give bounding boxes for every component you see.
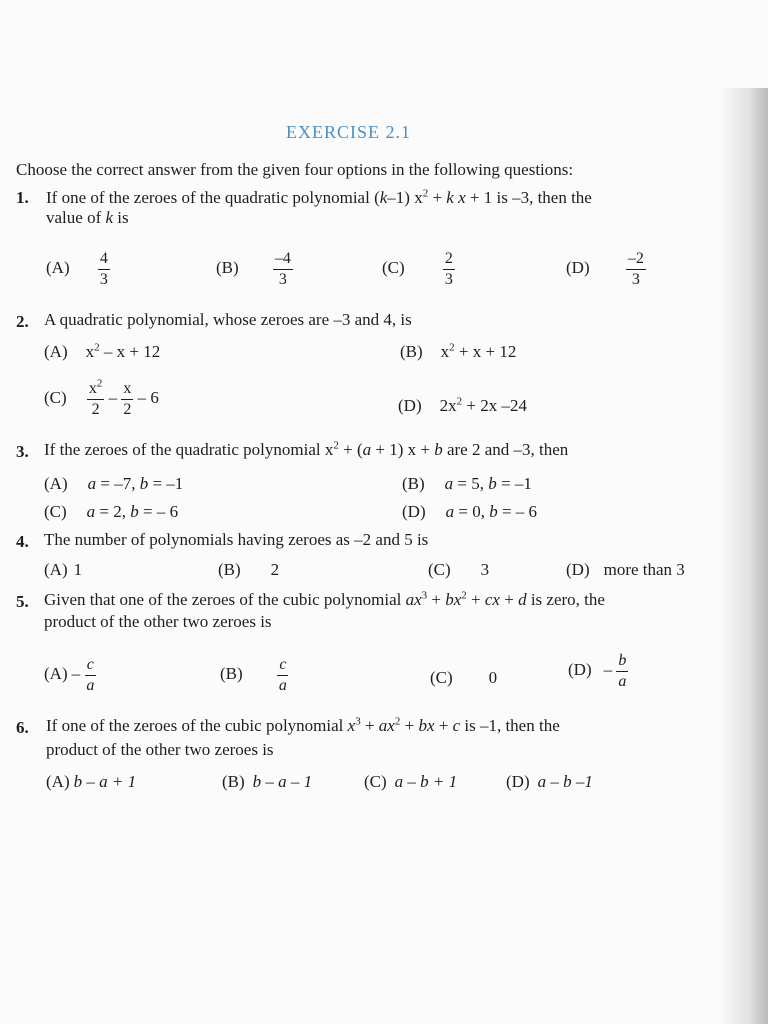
option-label: (D) [566,560,590,579]
question-6-line-2: product of the other two zeroes is [46,740,274,759]
q1-text: value of [46,208,106,227]
var-b: b [489,502,498,521]
q1-text: is [113,208,129,227]
q1-option-b [216,250,293,288]
question-2-text: A quadratic polynomial, whose zeroes are –3 and 4, is [44,310,412,329]
q2-option-a [44,342,160,362]
exponent: 3 [355,715,361,728]
value: = – 6 [497,502,538,521]
var-b: b [130,502,139,521]
exponent: 2 [461,589,467,602]
option-label: (B) [220,664,243,683]
q4-option-a [44,560,82,580]
option-label: (C) [44,502,67,521]
q1-text: + [428,188,447,207]
option-label: (D) [398,396,422,415]
value: = –1 [148,474,184,493]
numerator: c [277,656,288,676]
question-number: 3. [16,442,29,461]
exponent: 2 [94,341,100,354]
value: = –1 [496,474,532,493]
var-a: a [445,502,455,521]
var-b: b [139,474,149,493]
expression: a – b + 1 [394,772,458,791]
exercise-title: EXERCISE 2.1 [286,122,412,142]
option-label: (B) [222,772,245,791]
value: = 5, [453,474,489,493]
expr: – 6 [133,388,159,407]
option-label: (B) [216,258,239,277]
q3-text: are 2 and –3, then [442,440,569,459]
numerator: 4 [98,250,110,270]
question-4-text: The number of polynomials having zeroes as –2 and 5 is [44,530,429,549]
var-bx: bx [418,716,435,735]
q6-text: + [360,716,379,735]
question-number: 4. [16,532,29,551]
var-cx: cx [484,590,500,609]
option-label: (C) [44,388,67,407]
q5-option-c [430,668,497,688]
option-label: (D) [566,258,590,277]
question-1-line-2 [46,208,129,228]
exponent: 2 [449,341,455,354]
value: = 2, [95,502,131,521]
option-label: (C) [430,668,453,687]
q6-option-a [46,772,136,792]
numerator: –4 [273,250,293,270]
q1-exponent: 2 [422,187,429,200]
expression: b – a + 1 [73,772,137,791]
expression: b – a – 1 [252,772,313,791]
q5-text: + [499,590,519,609]
denominator: 3 [99,270,108,288]
option-label: (A) [44,342,68,361]
numerator: x [88,380,97,397]
expr: – [104,388,122,407]
fraction [84,656,96,694]
sign: – [603,660,613,679]
expr: – x + 12 [99,342,161,361]
instructions: Choose the correct answer from the given four options in the following questions: [16,160,574,179]
denominator: 3 [278,270,287,288]
q1-text: + 1 is –3, then the [465,188,592,207]
q5-option-d [568,652,628,690]
exponent: 2 [96,377,103,390]
var-a: a [87,474,97,493]
denominator: 3 [444,270,453,288]
exponent: 2 [333,439,339,452]
q1-var-k: k [379,188,388,207]
fraction [443,250,455,288]
option-label: (C) [382,258,405,277]
q5-text: Given that one of the zeroes of the cubic polynomial [44,590,406,609]
q1-var-k: k [105,208,114,227]
q4-option-b [218,560,279,580]
option-label: (B) [402,474,425,493]
q1-text: If one of the zeroes of the quadratic polynomial ( [46,188,380,207]
q3-text: If the zeroes of the quadratic polynomial x [44,440,334,459]
option-label: (A) [44,560,68,579]
expr: x [85,342,95,361]
question-6-line-1 [46,716,560,736]
option-label: (A) [46,258,70,277]
question-3-text [44,440,568,460]
q6-text: is –1, then the [460,716,560,735]
q2-option-b [400,342,516,362]
question-1-line-1 [46,188,592,208]
var-bx: bx [445,590,462,609]
denominator: a [86,676,95,694]
denominator: 2 [123,400,132,418]
question-5-line-1 [44,590,605,610]
var-a: a [444,474,454,493]
var-ax: ax [378,716,395,735]
var-ax: ax [405,590,422,609]
denominator: a [278,676,287,694]
var-x: x [347,716,356,735]
value: 1 [73,560,83,579]
option-label: (A) [44,664,68,683]
sign: – [71,664,81,683]
q5-option-b [220,656,289,694]
value: = 0, [454,502,490,521]
expr: + 2x –24 [462,396,527,415]
q1-option-a [46,250,110,288]
var-a: a [86,502,96,521]
value: = – 6 [138,502,179,521]
question-5-line-2: product of the other two zeroes is [44,612,272,631]
q1-text: –1) x [387,188,423,207]
numerator: 2 [443,250,455,270]
q5-option-a [44,656,96,694]
option-label: (B) [218,560,241,579]
q6-text: If one of the zeroes of the cubic polynomial [46,716,348,735]
numerator: –2 [626,250,646,270]
expression: a – b –1 [537,772,593,791]
expr: 2x [439,396,457,415]
fraction [87,377,105,418]
question-number: 6. [16,718,29,737]
denominator: a [618,672,627,690]
denominator: 3 [631,270,640,288]
denominator: 2 [91,400,100,418]
option-label: (A) [46,772,70,791]
q3-option-b [402,474,532,494]
fraction [626,250,646,288]
q1-option-d [566,250,646,288]
option-label: (D) [568,660,592,679]
q6-text: + [434,716,453,735]
fraction [98,250,110,288]
expr: + x + 12 [454,342,517,361]
q3-option-c [44,502,178,522]
exponent: 2 [456,395,463,408]
option-label: (A) [44,474,68,493]
q6-option-d [506,772,593,792]
option-label: (B) [400,342,423,361]
q3-text: + 1) x + [371,440,435,459]
fraction [277,656,289,694]
value: 2 [270,560,280,579]
q2-option-d [398,396,527,416]
question-number: 2. [16,312,29,331]
value: more than 3 [603,560,685,579]
q4-option-d [566,560,685,580]
var-c: c [452,716,461,735]
value: 0 [488,668,498,687]
value: = –7, [96,474,140,493]
var-b: b [488,474,497,493]
fraction [616,652,628,690]
var-d: d [518,590,527,609]
question-number: 1. [16,188,29,207]
q3-option-d [402,502,537,522]
numerator: b [616,652,628,672]
q5-text: is zero, the [526,590,605,609]
var-b: b [434,440,443,459]
q1-option-c [382,250,455,288]
q3-text: + ( [338,440,363,459]
q5-text: + [466,590,485,609]
q4-option-c [428,560,489,580]
q3-option-a [44,474,183,494]
fraction [121,380,133,418]
option-label: (C) [428,560,451,579]
q2-option-c [44,377,159,418]
value: 3 [480,560,490,579]
q5-text: + [427,590,446,609]
q6-text: + [400,716,419,735]
option-label: (C) [364,772,387,791]
fraction [273,250,293,288]
q1-var-kx: k x [446,188,466,207]
page-edge-shadow [720,88,768,1024]
exponent: 2 [394,715,401,728]
q6-option-b [222,772,312,792]
option-label: (D) [506,772,530,791]
numerator: x [121,380,133,400]
question-number: 5. [16,592,29,611]
expr: x [440,342,450,361]
option-label: (D) [402,502,426,521]
q6-option-c [364,772,457,792]
var-a: a [362,440,372,459]
numerator: c [85,656,96,676]
exponent: 3 [421,589,428,602]
